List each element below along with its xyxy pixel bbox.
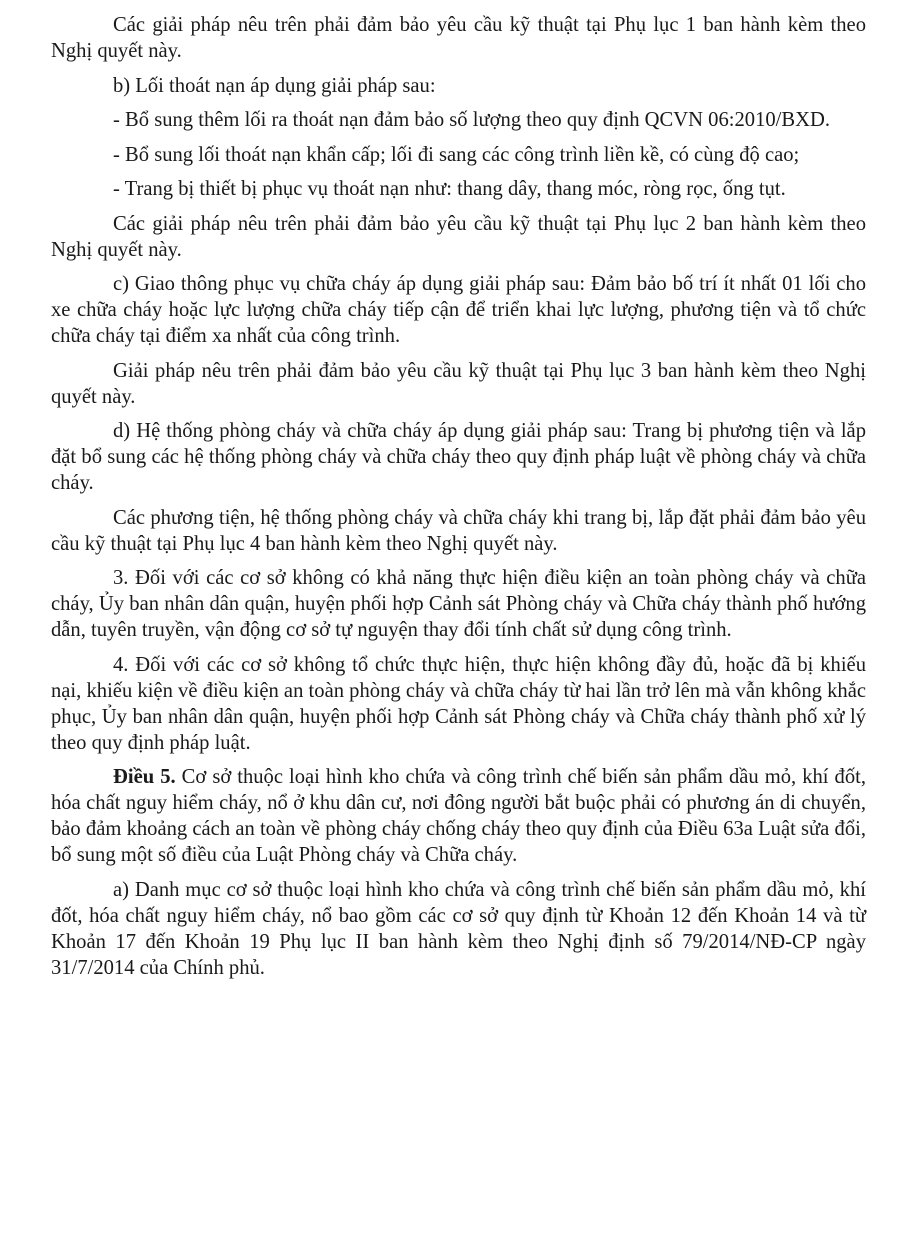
paragraph-escape-exit-addition (51, 107, 866, 133)
paragraph-text: Giải pháp nêu trên phải đảm bảo yêu cầu kỹ thuật tại Phụ lục 3 ban hành kèm theo Nghị quyết này. (51, 359, 866, 408)
paragraph-appendix-4-note (51, 505, 866, 557)
article-heading: Điều 5. (113, 766, 176, 788)
paragraph-text: Các phương tiện, hệ thống phòng cháy và chữa cháy khi trang bị, lắp đặt phải đảm bảo yêu cầu kỹ thuật tại Phụ lục 4 ban hành kèm theo Nghị quyết này. (51, 506, 866, 555)
paragraph-escape-route-heading (51, 73, 866, 99)
paragraph-escape-equipment (51, 176, 866, 202)
paragraph-text: b) Lối thoát nạn áp dụng giải pháp sau: (113, 74, 436, 97)
paragraph-text: - Bổ sung thêm lối ra thoát nạn đảm bảo số lượng theo quy định QCVN 06:2010/BXD. (113, 109, 831, 131)
paragraph-text: c) Giao thông phục vụ chữa cháy áp dụng giải pháp sau: Đảm bảo bố trí ít nhất 01 lối cho xe chữa cháy hoặc lực lượng chữa cháy tiếp cận để triển khai lực lượng, phương tiện và tổ chức chữa cháy tại điểm xa nhất của công trình. (51, 273, 866, 347)
paragraph-text: 4. Đối với các cơ sở không tổ chức thực hiện, thực hiện không đầy đủ, hoặc đã bị khiếu nại, khiếu kiện về điều kiện an toàn phòng cháy và chữa cháy từ hai lần trở lên mà vẫn không khắc phục, Ủy ban nhân dân quận, huyện phối hợp Cảnh sát Phòng cháy và Chữa cháy thành phố xử lý theo quy định pháp luật. (51, 653, 866, 754)
paragraph-article-5 (51, 764, 866, 868)
paragraph-text: d) Hệ thống phòng cháy và chữa cháy áp dụng giải pháp sau: Trang bị phương tiện và lắp đặt bổ sung các hệ thống phòng cháy và chữa cháy theo quy định pháp luật về phòng cháy và chữa cháy. (51, 420, 866, 494)
paragraph-text: Các giải pháp nêu trên phải đảm bảo yêu cầu kỹ thuật tại Phụ lục 1 ban hành kèm theo Nghị quyết này. (51, 14, 866, 62)
paragraph-clause-4 (51, 652, 866, 756)
paragraph-appendix-3-note (51, 358, 866, 410)
paragraph-emergency-exit (51, 142, 866, 168)
paragraph-clause-3 (51, 565, 866, 643)
paragraph-text: Các giải pháp nêu trên phải đảm bảo yêu cầu kỹ thuật tại Phụ lục 2 ban hành kèm theo Nghị quyết này. (51, 212, 866, 261)
paragraph-text: - Bổ sung lối thoát nạn khẩn cấp; lối đi sang các công trình liền kề, có cùng độ cao; (113, 143, 800, 166)
paragraph-text: Cơ sở thuộc loại hình kho chứa và công trình chế biến sản phẩm dầu mỏ, khí đốt, hóa chất nguy hiểm cháy, nổ ở khu dân cư, nơi đông người bắt buộc phải có phương án di chuyển, bảo đảm khoảng cách an toàn về phòng cháy chống cháy theo quy định của Điều 63a Luật sửa đổi, bổ sung một số điều của Luật Phòng cháy và Chữa cháy. (51, 766, 866, 866)
paragraph-text: a) Danh mục cơ sở thuộc loại hình kho chứa và công trình chế biến sản phẩm dầu mỏ, khí đốt, hóa chất nguy hiểm cháy, nổ bao gồm các cơ sở quy định từ Khoản 12 đến Khoản 14 và từ Khoản 17 đến Khoản 19 Phụ lục II ban hành kèm theo Nghị định số 79/2014/NĐ-CP ngày 31/7/2014 của Chính phủ. (51, 878, 866, 979)
paragraph-firefighting-access (51, 271, 866, 349)
paragraph-fire-systems (51, 418, 866, 496)
paragraph-appendix-1-note (51, 12, 866, 64)
paragraph-article-5-list (51, 877, 866, 981)
paragraph-text: - Trang bị thiết bị phục vụ thoát nạn như: thang dây, thang móc, ròng rọc, ống tụt. (113, 178, 786, 200)
paragraph-appendix-2-note (51, 211, 866, 263)
paragraph-text: 3. Đối với các cơ sở không có khả năng thực hiện điều kiện an toàn phòng cháy và chữa cháy, Ủy ban nhân dân quận, huyện phối hợp Cảnh sát Phòng cháy và Chữa cháy thành phố hướng dẫn, tuyên truyền, vận động cơ sở tự nguyện thay đổi tính chất sử dụng công trình. (51, 567, 866, 641)
